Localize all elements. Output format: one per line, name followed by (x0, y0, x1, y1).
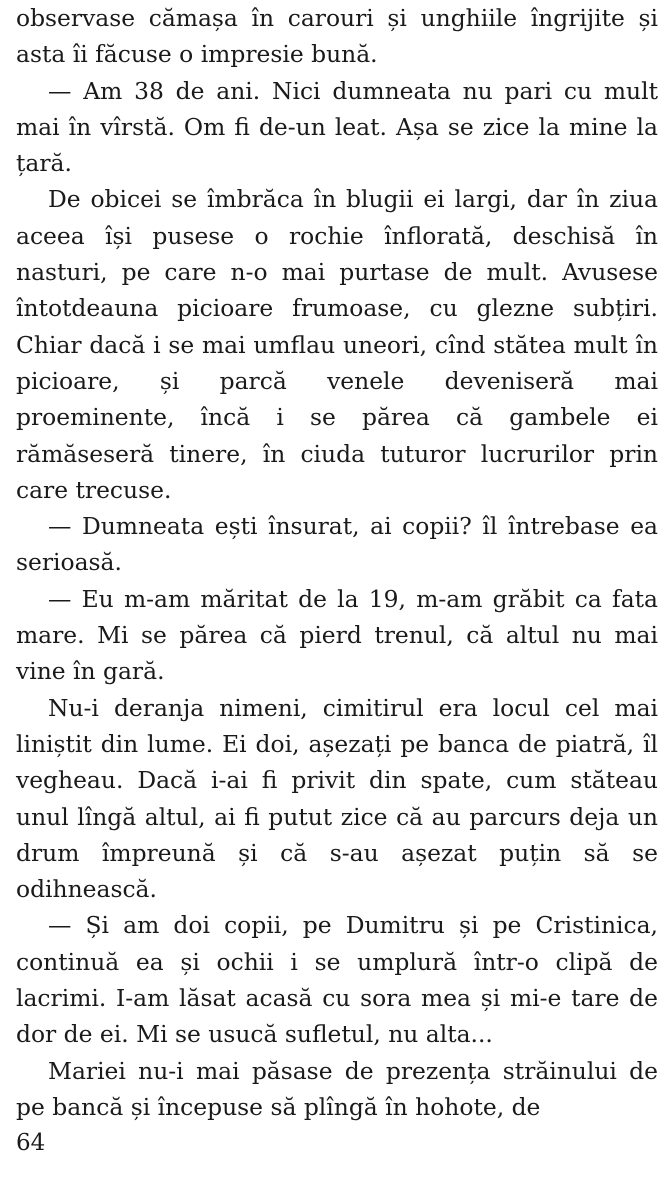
paragraph-description-dress: De obicei se îmbrăca în blugii ei largi, dar în ziua aceea își pusese o rochie înflorată, deschisă în nasturi, pe care n-o mai purtase de mult. Avusese întotdeauna picioare frumoase, cu glezne subțiri. Chiar dacă i se mai umflau uneori, cînd stătea mult în picioare, și parcă venele deveniseră mai proeminente, încă i se părea că gambele ei rămăseseră tinere, în ciuda tuturor lucrurilor prin care trecuse. (16, 185, 658, 504)
paragraph-dialogue-age: — Am 38 de ani. Nici dumneata nu pari cu mult mai în vîrstă. Om fi de-un leat. Așa se zice la mine la țară. (16, 76, 658, 178)
body-text (16, 0, 658, 1125)
paragraph-dialogue-question: — Dumneata ești însurat, ai copii? îl întrebase ea serioasă. (16, 512, 658, 577)
paragraph-continuation: observase cămașa în carouri și unghiile îngrijite și asta îi făcuse o impresie bună. (16, 4, 658, 69)
paragraph-crying: Mariei nu-i mai păsase de prezența străinului de pe bancă și începuse să plîngă în hohote, de (16, 1056, 658, 1121)
paragraph-dialogue-children: — Și am doi copii, pe Dumitru și pe Cristinica, continuă ea și ochii i se umplură într-o clipă de lacrimi. I-am lăsat acasă cu sora mea și mi-e tare de dor de ei. Mi se usucă sufletul, nu alta... (16, 911, 658, 1049)
book-page (16, 0, 658, 1195)
page-number: 64 (16, 1130, 46, 1156)
paragraph-cemetery: Nu-i deranja nimeni, cimitirul era locul cel mai liniștit din lume. Ei doi, așezați pe banca de piatră, îl vegheau. Dacă i-ai fi privit din spate, cum stăteau unul lîngă altul, ai fi putut zice că au parcurs deja un drum împreună și că s-au așezat puțin să se odihnească. (16, 693, 658, 904)
paragraph-dialogue-married: — Eu m-am măritat de la 19, m-am grăbit ca fata mare. Mi se părea că pierd trenul, că altul nu mai vine în gară. (16, 584, 658, 686)
